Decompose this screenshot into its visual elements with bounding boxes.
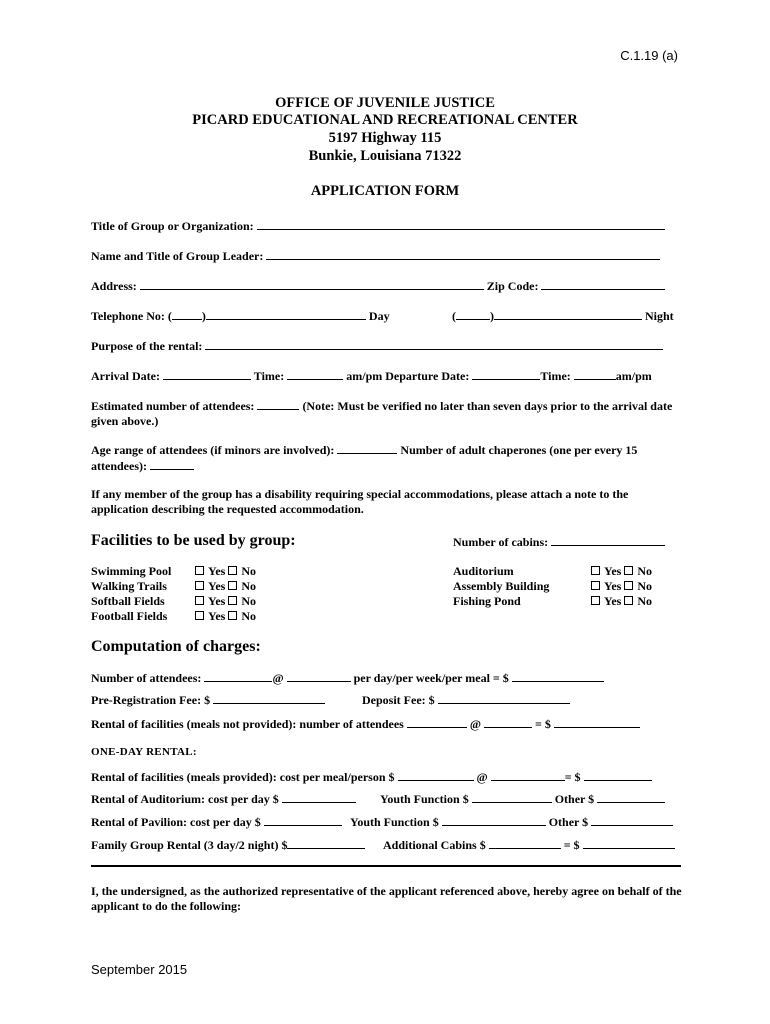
- address-row: [91, 278, 665, 294]
- one-day-rental-heading: ONE-DAY RENTAL:: [91, 746, 197, 758]
- yes-label: Yes: [208, 564, 226, 578]
- auditorium-label: Rental of Auditorium: cost per day $: [91, 792, 279, 806]
- departure-time-label: Time:: [540, 369, 571, 383]
- prereg-field[interactable]: [213, 692, 325, 704]
- checkbox-icon[interactable]: [195, 611, 204, 620]
- yes-label: Yes: [604, 579, 622, 593]
- cabins-label: Number of cabins:: [453, 535, 549, 549]
- no-label: No: [241, 609, 257, 623]
- purpose-row: [91, 338, 663, 354]
- youth-function-label: Youth Function $: [350, 815, 439, 829]
- pavilion-youth-group: [350, 814, 673, 830]
- attendees-row: [91, 398, 691, 429]
- day-area-code-field[interactable]: [172, 308, 202, 320]
- night-area-code-field[interactable]: [456, 308, 490, 320]
- checkbox-icon[interactable]: [624, 581, 633, 590]
- checkbox-icon[interactable]: [195, 566, 204, 575]
- pavilion-youth-field[interactable]: [442, 814, 546, 826]
- rental-no-meals-label: Rental of facilities (meals not provided): number of attendees: [91, 717, 404, 731]
- at-label: @: [469, 717, 482, 731]
- group-leader-row: [91, 248, 660, 264]
- cabins-field[interactable]: [551, 534, 665, 546]
- prereg-label: Pre-Registration Fee: $: [91, 693, 211, 707]
- group-leader-field[interactable]: [266, 248, 660, 260]
- yes-label: Yes: [604, 594, 622, 608]
- address-line: 5197 Highway 115: [328, 130, 442, 146]
- no-label: No: [637, 564, 653, 578]
- night-label: Night: [645, 309, 674, 323]
- charge-attendees-label: Number of attendees:: [91, 671, 202, 685]
- telephone-label: Telephone No: (: [91, 309, 172, 323]
- agreement-text: I, the undersigned, as the authorized representative of the applicant referenced above, hereby agree on behalf of the applicant to do the following:: [91, 884, 682, 913]
- arrival-date-label: Arrival Date:: [91, 369, 160, 383]
- auditorium-row: [91, 791, 356, 807]
- auditorium-youth-field[interactable]: [472, 791, 552, 803]
- charge-rate-field[interactable]: [287, 670, 351, 682]
- form-title: APPLICATION FORM: [310, 183, 460, 199]
- attendees-label: Estimated number of attendees:: [91, 399, 255, 413]
- yes-label: Yes: [208, 579, 226, 593]
- facility-walking-trails: Walking Trails: [91, 579, 167, 593]
- deposit-field[interactable]: [438, 692, 570, 704]
- pavilion-row: [91, 814, 342, 830]
- group-title-row: [91, 218, 665, 234]
- group-title-label: Title of Group or Organization:: [91, 219, 254, 233]
- youth-function-label: Youth Function $: [380, 792, 469, 806]
- checkbox-icon[interactable]: [591, 566, 600, 575]
- yes-label: Yes: [208, 594, 226, 608]
- rental-meals-cost-field[interactable]: [398, 769, 474, 781]
- no-label: No: [637, 579, 653, 593]
- charge-attendees-row: [91, 670, 604, 686]
- deposit-row: [362, 692, 570, 708]
- pavilion-cost-field[interactable]: [264, 814, 342, 826]
- family-rental-row: [91, 837, 365, 853]
- rental-meals-count-field[interactable]: [491, 769, 565, 781]
- cabins-charge-group: [383, 837, 675, 853]
- city-line: Bunkie, Louisiana 71322: [308, 148, 462, 164]
- deposit-label: Deposit Fee: $: [362, 693, 435, 707]
- charges-heading: Computation of charges:: [91, 638, 261, 655]
- night-phone-group: ( ) Night: [452, 309, 674, 323]
- other-label: Other $: [554, 792, 595, 806]
- rental-no-meals-rate-field[interactable]: [484, 716, 532, 728]
- checkbox-icon[interactable]: [195, 581, 204, 590]
- rental-meals-row: [91, 769, 652, 785]
- yes-label: Yes: [604, 564, 622, 578]
- yes-label: Yes: [208, 609, 226, 623]
- family-rental-label: Family Group Rental (3 day/2 night) $: [91, 838, 288, 852]
- checkbox-icon[interactable]: [624, 566, 633, 575]
- rental-no-meals-attendees-field[interactable]: [407, 716, 467, 728]
- zip-label: Zip Code:: [486, 279, 539, 293]
- arrival-date-field[interactable]: [163, 368, 251, 380]
- chaperones-field[interactable]: [150, 458, 194, 470]
- facilities-left-checkboxes: [195, 564, 256, 624]
- disability-note: If any member of the group has a disability requiring special accommodations, please attach a note to the application describing the requested accommodation.: [91, 487, 629, 516]
- no-label: No: [241, 594, 257, 608]
- pavilion-label: Rental of Pavilion: cost per day $: [91, 815, 261, 829]
- departure-date-field[interactable]: [472, 368, 540, 380]
- attendees-field[interactable]: [257, 398, 299, 410]
- ampm-label: am/pm: [615, 369, 652, 383]
- facilities-left-list: [91, 564, 171, 624]
- purpose-label: Purpose of the rental:: [91, 339, 203, 353]
- center-name: PICARD EDUCATIONAL AND RECREATIONAL CENTER: [192, 112, 578, 128]
- day-phone-field[interactable]: [206, 308, 366, 320]
- day-label: Day: [368, 309, 390, 323]
- checkbox-icon[interactable]: [195, 596, 204, 605]
- equals-label: = $: [563, 838, 580, 852]
- telephone-row: Telephone No: ( ) Day: [91, 309, 390, 323]
- facilities-right-list: [453, 564, 549, 609]
- rental-meals-label: Rental of facilities (meals provided): cost per meal/person $: [91, 770, 395, 784]
- departure-time-field[interactable]: [574, 368, 616, 380]
- address-label: Address:: [91, 279, 137, 293]
- facility-football-fields: Football Fields: [91, 609, 168, 623]
- no-label: No: [637, 594, 653, 608]
- checkbox-icon[interactable]: [228, 566, 237, 575]
- arrival-time-label: Time:: [253, 369, 285, 383]
- at-label: @: [476, 770, 488, 784]
- departure-date-label: am/pm Departure Date:: [346, 369, 470, 383]
- charge-total-field[interactable]: [512, 670, 604, 682]
- auditorium-youth-group: [380, 791, 665, 807]
- charge-attendees-field[interactable]: [204, 670, 272, 682]
- facility-softball-fields: Softball Fields: [91, 594, 165, 608]
- arrival-row: [91, 368, 652, 384]
- cabins-row: [453, 534, 665, 550]
- facility-fishing-pond: Fishing Pond: [453, 594, 521, 608]
- facility-assembly-building: Assembly Building: [453, 579, 550, 593]
- additional-cabins-total-field[interactable]: [583, 837, 675, 849]
- agency-name: OFFICE OF JUVENILE JUSTICE: [275, 95, 495, 111]
- rental-meals-total-field[interactable]: [584, 769, 652, 781]
- checkbox-icon[interactable]: [624, 596, 633, 605]
- purpose-field[interactable]: [205, 338, 663, 350]
- age-range-label: Age range of attendees (if minors are involved):: [91, 443, 335, 457]
- checkbox-icon[interactable]: [228, 581, 237, 590]
- facility-swimming-pool: Swimming Pool: [91, 564, 172, 578]
- no-label: No: [241, 579, 257, 593]
- group-leader-label: Name and Title of Group Leader:: [91, 249, 264, 263]
- family-rental-field[interactable]: [287, 837, 365, 849]
- checkbox-icon[interactable]: [591, 581, 600, 590]
- address-field[interactable]: [140, 278, 484, 290]
- age-range-row: [91, 442, 691, 474]
- footer-date: September 2015: [91, 962, 188, 977]
- per-day-label: per day/per week/per meal = $: [353, 671, 509, 685]
- night-phone-field[interactable]: [494, 308, 642, 320]
- no-label: No: [241, 564, 257, 578]
- group-title-field[interactable]: [257, 218, 665, 230]
- facilities-heading: Facilities to be used by group:: [91, 532, 296, 549]
- at-label: @: [272, 671, 284, 685]
- facilities-right-checkboxes: [591, 564, 652, 609]
- checkbox-icon[interactable]: [591, 596, 600, 605]
- equals-label: = $: [535, 717, 551, 731]
- zip-field[interactable]: [541, 278, 665, 290]
- rental-no-meals-row: [91, 716, 640, 732]
- age-range-field[interactable]: [337, 442, 397, 454]
- chaperones-label: Number of adult chaperones (one per every 15 attendees):: [91, 443, 638, 473]
- pavilion-other-field[interactable]: [591, 814, 673, 826]
- form-code: C.1.19 (a): [620, 48, 678, 63]
- attendees-note: (Note: Must be verified no later than seven days prior to the arrival date given above.): [91, 399, 673, 428]
- section-divider: [91, 865, 681, 867]
- checkbox-icon[interactable]: [228, 596, 237, 605]
- arrival-time-field[interactable]: [287, 368, 343, 380]
- additional-cabins-label: Additional Cabins $: [383, 838, 486, 852]
- auditorium-other-field[interactable]: [597, 791, 665, 803]
- prereg-row: [91, 692, 325, 708]
- facility-auditorium: Auditorium: [453, 564, 514, 578]
- rental-no-meals-total-field[interactable]: [554, 716, 640, 728]
- additional-cabins-field[interactable]: [489, 837, 561, 849]
- other-label: Other $: [548, 815, 589, 829]
- checkbox-icon[interactable]: [228, 611, 237, 620]
- auditorium-cost-field[interactable]: [282, 791, 356, 803]
- equals-label: = $: [564, 770, 581, 784]
